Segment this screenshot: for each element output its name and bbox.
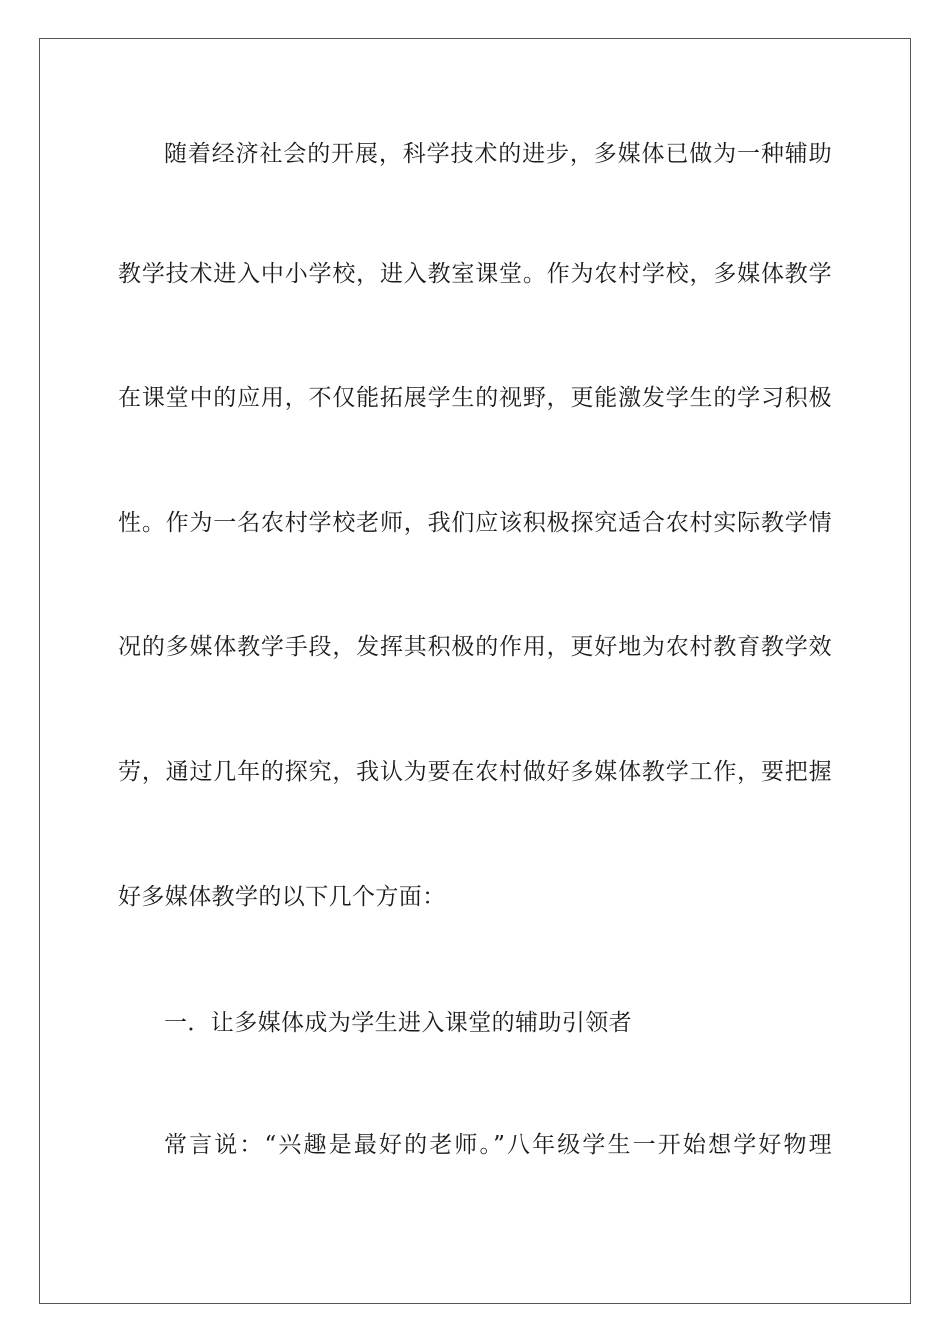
paragraph-line: 况的多媒体教学手段，发挥其积极的作用，更好地为农村教育教学效 — [118, 634, 832, 660]
paragraph-line: 在课堂中的应用，不仅能拓展学生的视野，更能激发学生的学习积极 — [118, 385, 832, 411]
paragraph-line: 教学技术进入中小学校，进入教室课堂。作为农村学校，多媒体教学 — [118, 261, 832, 287]
paragraph-line: 常言说：“兴趣是最好的老师。”八年级学生一开始想学好物理 — [164, 1132, 832, 1158]
page-frame — [39, 38, 911, 1304]
section-heading: 一．让多媒体成为学生进入课堂的辅助引领者 — [164, 1010, 632, 1036]
paragraph-line: 好多媒体教学的以下几个方面： — [118, 884, 446, 910]
paragraph-line: 劳，通过几年的探究，我认为要在农村做好多媒体教学工作，要把握 — [118, 759, 832, 785]
paragraph-line: 性。作为一名农村学校老师，我们应该积极探究适合农村实际教学情 — [118, 510, 832, 536]
paragraph-line: 随着经济社会的开展，科学技术的进步，多媒体已做为一种辅助 — [164, 141, 832, 167]
